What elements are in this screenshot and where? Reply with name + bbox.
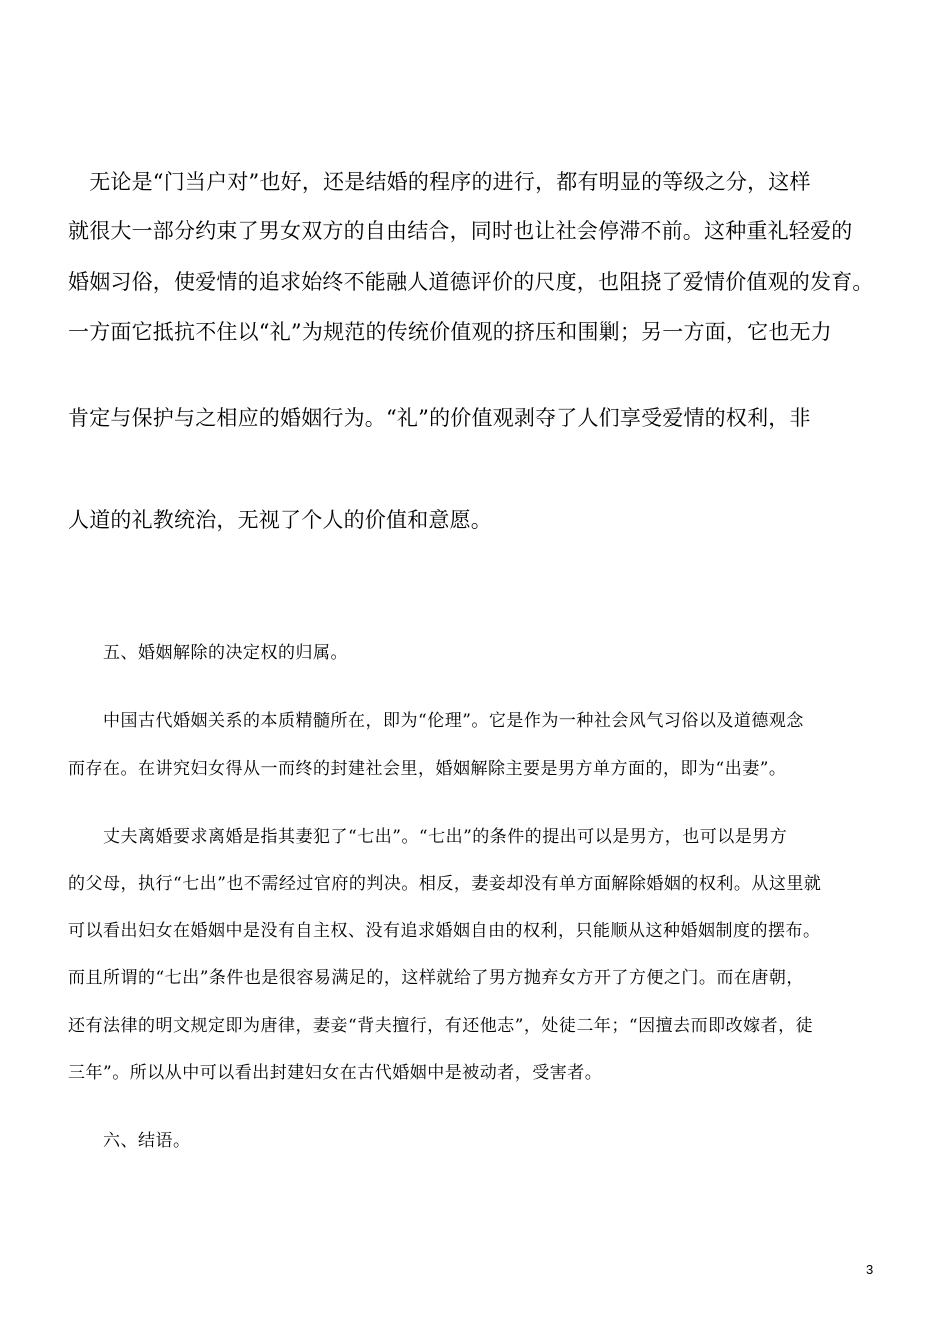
paragraph-line: 而且所谓的“七出”条件也是很容易满足的，这样就给了男方抛弃女方开了方便之门。而在唐朝， bbox=[68, 968, 804, 988]
paragraph-line: 无论是“门当户对”也好，还是结婚的程序的进行，都有明显的等级之分，这样 bbox=[68, 170, 811, 194]
section-heading: 五、婚姻解除的决定权的归属。 bbox=[68, 643, 348, 663]
paragraph-line: 三年”。所以从中可以看出封建妇女在古代婚姻中是被动者，受害者。 bbox=[68, 1063, 603, 1083]
paragraph-line: 可以看出妇女在婚姻中是没有自主权、没有追求婚姻自由的权利，只能顺从这种婚姻制度的摆布。 bbox=[68, 921, 821, 941]
page-number: 3 bbox=[866, 1262, 874, 1277]
paragraph-line: 还有法律的明文规定即为唐律，妻妾“背夫擅行，有还他志”，处徒二年；“因擅去而即改嫁者，徒 bbox=[68, 1016, 814, 1036]
paragraph-line: 肯定与保护与之相应的婚姻行为。“礼”的价值观剥夺了人们享受爱情的权利，非 bbox=[68, 406, 811, 430]
paragraph-line: 婚姻习俗，使爱情的追求始终不能融人道德评价的尺度，也阻挠了爱情价值观的发育。 bbox=[68, 270, 874, 294]
paragraph-line: 一方面它抵抗不住以“礼”为规范的传统价值观的挤压和围剿；另一方面，它也无力 bbox=[68, 320, 832, 344]
paragraph-line: 就很大一部分约束了男女双方的自由结合，同时也让社会停滞不前。这种重礼轻爱的 bbox=[68, 219, 853, 243]
paragraph-line: 中国古代婚姻关系的本质精髓所在，即为“伦理”。它是作为一种社会风气习俗以及道德观念 bbox=[68, 711, 804, 731]
paragraph-line: 的父母，执行“七出”也不需经过官府的判决。相反，妻妾却没有单方面解除婚姻的权利。从这里就 bbox=[68, 874, 822, 894]
paragraph-line: 人道的礼教统治，无视了个人的价值和意愿。 bbox=[68, 508, 492, 532]
paragraph-line: 而存在。在讲究妇女得从一而终的封建社会里，婚姻解除主要是男方单方面的，即为“出妻”。 bbox=[68, 759, 787, 779]
section-heading: 六、结语。 bbox=[68, 1131, 191, 1151]
paragraph-line: 丈夫离婚要求离婚是指其妻犯了“七出”。“七出”的条件的提出可以是男方，也可以是男方 bbox=[68, 827, 788, 847]
